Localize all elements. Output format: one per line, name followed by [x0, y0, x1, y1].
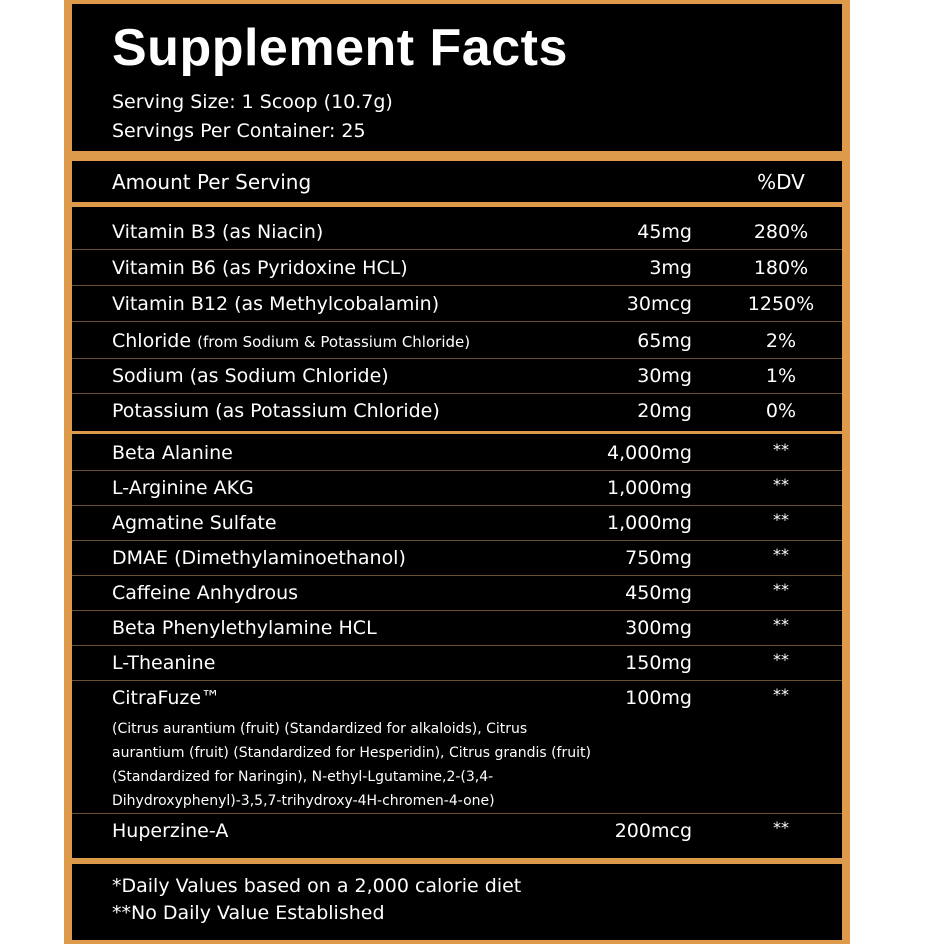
- table-row: [72, 436, 842, 470]
- nutrient-name: Vitamin B6 (as Pyridoxine HCL): [112, 257, 408, 279]
- nutrient-name-note: (from Sodium & Potassium Chloride): [197, 333, 471, 351]
- ingredient-amount: 1,000mg: [607, 477, 692, 499]
- section-divider: [72, 431, 842, 434]
- supplement-facts-panel: [64, 0, 850, 944]
- nutrient-dv: 1%: [765, 365, 797, 387]
- ingredient-name: Beta Alanine: [112, 442, 233, 464]
- dv-column-label: %DV: [757, 170, 805, 194]
- header-section: [72, 4, 842, 151]
- table-row: [72, 646, 842, 680]
- footer-section: [72, 864, 842, 940]
- nutrient-dv: 280%: [753, 221, 809, 243]
- nutrient-name: [112, 329, 470, 354]
- daily-value-note: *Daily Values based on a 2,000 calorie diet: [112, 875, 522, 897]
- nutrient-table: [72, 207, 842, 858]
- ingredient-dv: **: [773, 475, 789, 494]
- nutrient-amount: 30mcg: [626, 293, 692, 315]
- ingredient-amount: 450mg: [625, 582, 692, 604]
- citrafuze-row: [72, 681, 842, 815]
- ingredient-amount: 4,000mg: [607, 442, 692, 464]
- column-header: [72, 161, 842, 202]
- table-row: [72, 359, 842, 393]
- ingredient-name: L-Arginine AKG: [112, 477, 254, 499]
- ingredient-amount: 1,000mg: [607, 512, 692, 534]
- ingredient-dv: **: [773, 818, 789, 837]
- ingredient-name: CitraFuze™: [112, 687, 221, 709]
- nutrient-name: Sodium (as Sodium Chloride): [112, 365, 389, 387]
- nutrient-name-main: Chloride: [112, 330, 192, 352]
- nutrient-name: Vitamin B12 (as Methylcobalamin): [112, 293, 440, 315]
- nutrient-amount: 20mg: [637, 400, 692, 422]
- row-divider: [72, 285, 842, 286]
- table-row: [72, 287, 842, 321]
- nutrient-name: Vitamin B3 (as Niacin): [112, 221, 324, 243]
- ingredient-name: L-Theanine: [112, 652, 216, 674]
- ingredient-amount: 150mg: [625, 652, 692, 674]
- nutrient-amount: 30mg: [637, 365, 692, 387]
- citrafuze-detail: (Citrus aurantium (fruit) (Standardized for alkaloids), Citrus aurantium (fruit) (Standardized for Hesperidin), Citrus grandis (fruit) (Standardized for Naringin), N-ethyl-Lgutamine,2-(3,4-Dihydroxyphenyl)-3,5,7-trihydroxy-4H-chromen-4-one): [112, 721, 591, 809]
- ingredient-dv: **: [773, 615, 789, 634]
- table-row: [72, 814, 842, 848]
- table-row: [72, 394, 842, 428]
- table-row: [72, 215, 842, 249]
- table-row: [72, 506, 842, 540]
- ingredient-name: Agmatine Sulfate: [112, 512, 277, 534]
- ingredient-dv: **: [773, 650, 789, 669]
- servings-per-container: Servings Per Container: 25: [112, 120, 366, 142]
- ingredient-name: Caffeine Anhydrous: [112, 582, 299, 604]
- ingredient-dv: **: [773, 685, 789, 704]
- nutrient-amount: 65mg: [637, 330, 692, 352]
- nutrient-dv: 1250%: [747, 293, 815, 315]
- nutrient-amount: 45mg: [637, 221, 692, 243]
- table-row: [72, 251, 842, 285]
- ingredient-name: Huperzine-A: [112, 820, 229, 842]
- table-row: [72, 541, 842, 575]
- ingredient-dv: **: [773, 580, 789, 599]
- ingredient-dv: **: [773, 510, 789, 529]
- nutrient-dv: 180%: [753, 257, 809, 279]
- ingredient-dv: **: [773, 545, 789, 564]
- ingredient-amount: 750mg: [625, 547, 692, 569]
- serving-size: Serving Size: 1 Scoop (10.7g): [112, 91, 393, 113]
- no-daily-value-note: **No Daily Value Established: [112, 902, 385, 924]
- nutrient-amount: 3mg: [649, 257, 692, 279]
- nutrient-dv: 0%: [765, 400, 797, 422]
- table-row: [72, 576, 842, 610]
- row-divider: [72, 321, 842, 322]
- table-row: [72, 324, 842, 358]
- ingredient-name: DMAE (Dimethylaminoethanol): [112, 547, 406, 569]
- nutrient-dv: 2%: [765, 330, 797, 352]
- ingredient-dv: **: [773, 440, 789, 459]
- ingredient-amount: 300mg: [625, 617, 692, 639]
- table-row: [72, 611, 842, 645]
- ingredient-name: Beta Phenylethylamine HCL: [112, 617, 377, 639]
- page-title: Supplement Facts: [112, 19, 568, 77]
- nutrient-name: Potassium (as Potassium Chloride): [112, 400, 440, 422]
- table-row: [72, 471, 842, 505]
- amount-per-serving-label: Amount Per Serving: [112, 170, 312, 194]
- ingredient-amount: 100mg: [625, 687, 692, 709]
- row-divider: [72, 249, 842, 250]
- ingredient-amount: 200mcg: [614, 820, 692, 842]
